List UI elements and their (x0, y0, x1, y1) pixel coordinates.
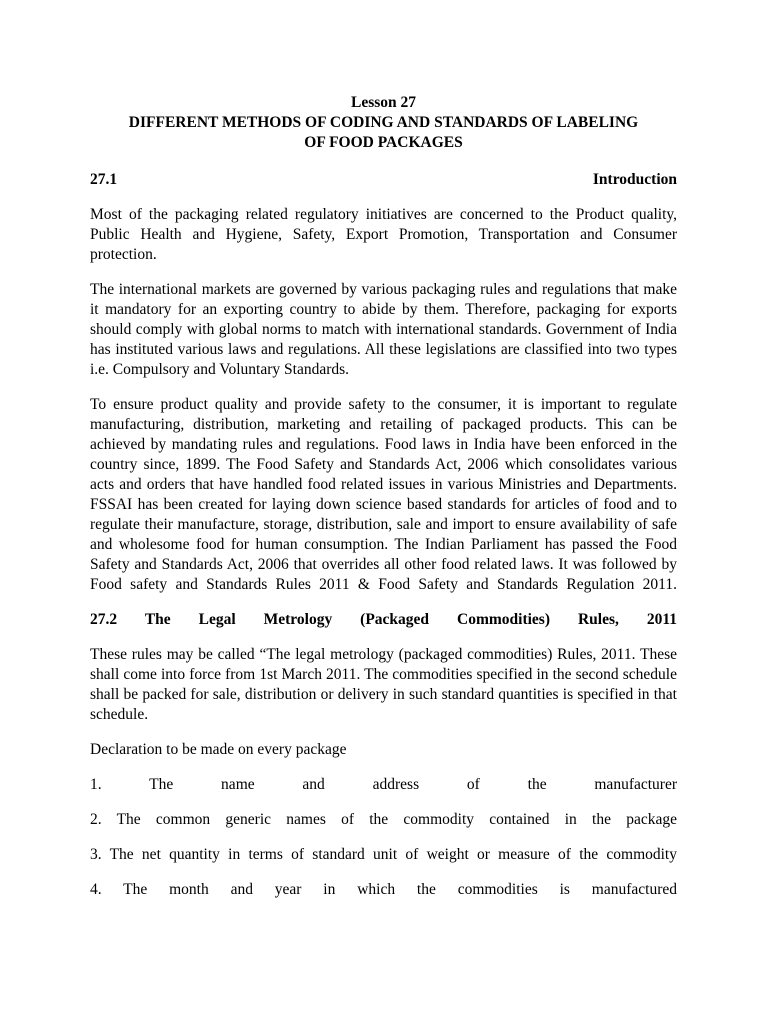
section-heading-27-1 (90, 170, 677, 190)
paragraph-legal-metrology: These rules may be called “The legal metrology (packaged commodities) Rules, 2011. These shall come into force from 1st March 2011. The commodities specified in the second schedule shall be packed for sale, distribution or delivery in such standard quantities is specified in that schedule. (90, 646, 677, 723)
document-body (90, 93, 677, 900)
paragraph-intro: Most of the packaging related regulatory initiatives are concerned to the Product quality, Public Health and Hygiene, Safety, Export Promotion, Transportation and Consumer protection. (90, 206, 677, 263)
paragraph-food-safety: To ensure product quality and provide safety to the consumer, it is important to regulate manufacturing, distribution, marketing and retailing of packaged products. This can be achieved by mandating rules and regulations. Food laws in India have been enforced in the country since, 1899. The Food Safety and Standards Act, 2006 which consolidates various acts and orders that have handled food related issues in various Ministries and Departments. FSSAI has been created for laying down science based standards for articles of food and to regulate their manufacture, storage, distribution, sale and import to ensure availability of safe and wholesome food for human consumption. The Indian Parliament has passed the Food Safety and Standards Act, 2006 that overrides all other food related laws. It was followed by Food safety and Standards Rules 2011 & Food Safety and Standards Regulation 2011. (90, 396, 677, 593)
list-item: 2. The common generic names of the commodity contained in the package (90, 811, 677, 828)
list-item: 4. The month and year in which the commodities is manufactured (90, 881, 677, 898)
title-block (90, 93, 677, 153)
lesson-title-line-2: OF FOOD PACKAGES (304, 134, 463, 151)
list-item: 3. The net quantity in terms of standard unit of weight or measure of the commodity (90, 846, 677, 863)
section-heading-27-2: 27.2 The Legal Metrology (Packaged Commodities) Rules, 2011 (90, 611, 677, 628)
section-number: 27.1 (90, 171, 118, 188)
lesson-label: Lesson 27 (350, 94, 417, 111)
declaration-intro: Declaration to be made on every package (90, 741, 347, 758)
paragraph-international-markets: The international markets are governed by various packaging rules and regulations that make it mandatory for an exporting country to abide by them. Therefore, packaging for exports should comply with global norms to match with international standards. Government of India has instituted various laws and regulations. All these legislations are classified into two types i.e. Compulsory and Voluntary Standards. (90, 281, 677, 378)
list-item: 1. The name and address of the manufacturer (90, 776, 677, 793)
lesson-title-line-1: DIFFERENT METHODS OF CODING AND STANDARDS OF LABELING (128, 114, 639, 131)
section-title: Introduction (592, 171, 677, 188)
